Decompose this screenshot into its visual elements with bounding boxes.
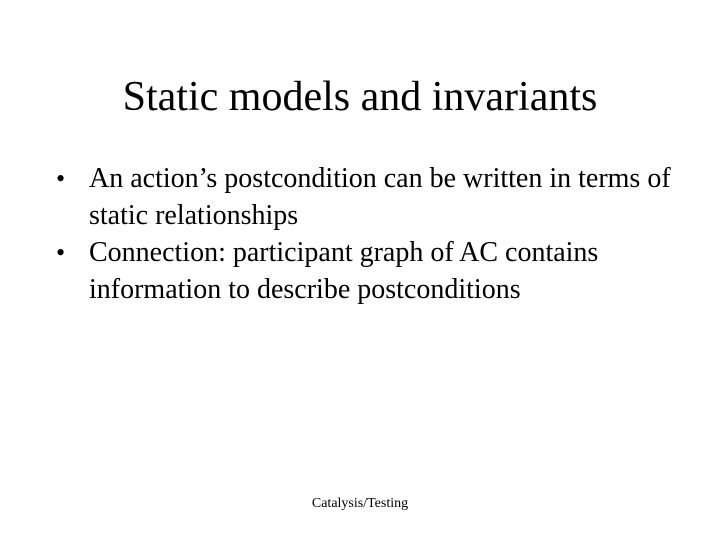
bullet-text: Connection: participant graph of AC contains information to describe postconditions [89,237,599,305]
bullet-marker: • [56,238,66,267]
slide-title: Static models and invariants [122,74,598,120]
bullet-marker: • [56,164,66,193]
bullet-item-postcondition [56,160,676,234]
bullet-item-connection [56,234,676,308]
bullet-list [56,160,676,308]
slide-footer: Catalysis/Testing [311,496,409,511]
bullet-text: An action’s postcondition can be written in terms of static relationships [89,163,671,231]
